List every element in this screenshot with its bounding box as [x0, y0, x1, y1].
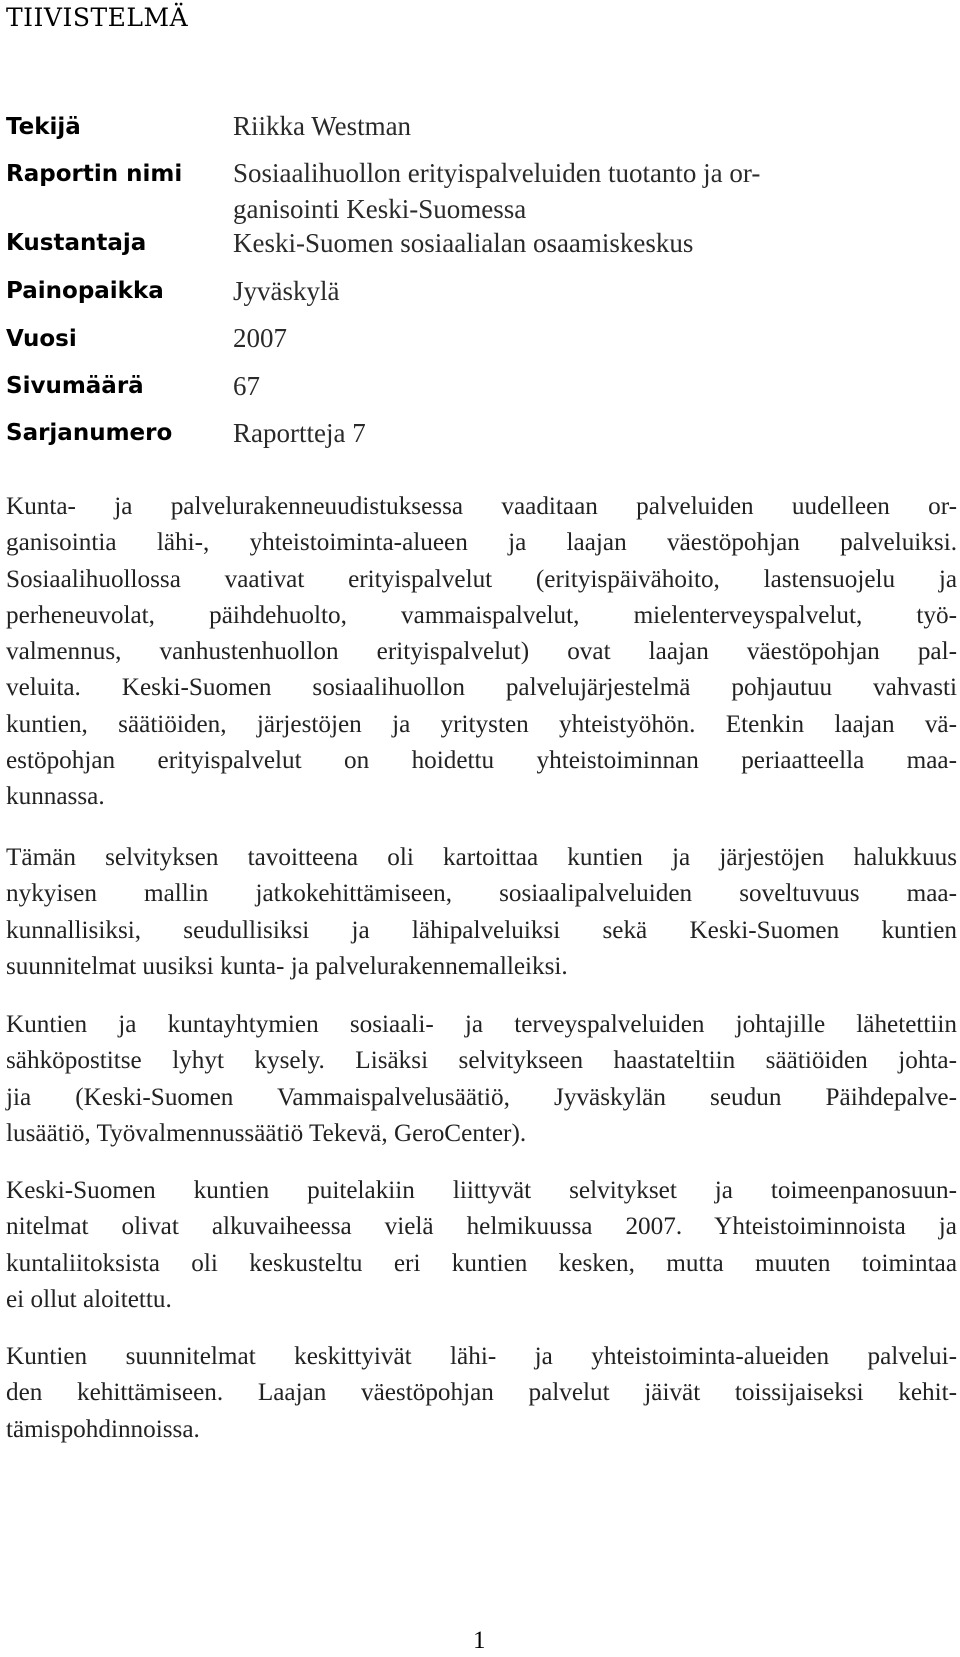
text-line: ei ollut aloitettu. [6, 1285, 172, 1313]
text-line: Kunta- ja palvelurakenneuudistuksessa vaaditaan palveluiden uudelleen or- [6, 493, 957, 520]
text-line: jia (Keski-Suomen Vammaispalvelusäätiö, Jyväskylän seudun Päihdepalve- [6, 1083, 957, 1111]
text-line: den kehittämiseen. Laajan väestöpohjan palvelut jäivät toissijaiseksi kehit- [6, 1379, 957, 1407]
metadata-label-page-count: Sivumäärä [6, 373, 144, 399]
text-line: nykyisen mallin jatkokehittämiseen, sosiaalipalveluiden soveltuvuus maa- [6, 880, 957, 908]
text-line: sähköpostitse lyhyt kysely. Lisäksi selvitykseen haastateltiin säätiöiden johta- [6, 1047, 957, 1075]
metadata-label-report-name: Raportin nimi [6, 161, 183, 187]
metadata-value-year: 2007 [233, 323, 287, 353]
text-line: Kuntien suunnitelmat keskittyivät lähi- ja yhteistoiminta-alueiden palvelui- [6, 1343, 957, 1370]
metadata-value-publisher: Keski-Suomen sosiaalialan osaamiskeskus [233, 228, 694, 258]
text-line: Kuntien ja kuntayhtymien sosiaali- ja terveyspalveluiden johtajille lähetettiin [6, 1011, 957, 1038]
text-line: veluita. Keski-Suomen sosiaalihuollon palvelujärjestelmä pohjautuu vahvasti [6, 674, 957, 702]
page-number: 1 [473, 1627, 486, 1654]
metadata-label-series-number: Sarjanumero [6, 420, 173, 446]
paragraph-3 [6, 1007, 957, 1152]
text-line: ganisointia lähi-, yhteistoiminta-alueen ja laajan väestöpohjan palveluiksi. [6, 529, 957, 557]
metadata-value-author: Riikka Westman [233, 111, 412, 141]
paragraph-5 [6, 1339, 957, 1448]
metadata-label-year: Vuosi [6, 326, 77, 352]
text-line: kuntien, säätiöiden, järjestöjen ja yritysten yhteistyöhön. Etenkin laajan vä- [6, 710, 957, 738]
text-line: kuntaliitoksista oli keskusteltu eri kuntien kesken, mutta muuten toimintaa [6, 1249, 957, 1277]
text-line: Tämän selvityksen tavoitteena oli kartoittaa kuntien ja järjestöjen halukkuus [6, 844, 957, 871]
text-line: valmennus, vanhustenhuollon erityispalvelut) ovat laajan väestöpohjan pal- [6, 638, 957, 666]
page-title: TIIVISTELMÄ [6, 3, 189, 32]
text-line: Keski-Suomen kuntien puitelakiin liittyvät selvitykset ja toimeenpanosuun- [6, 1177, 957, 1204]
paragraph-1 [6, 489, 957, 816]
text-line: tämispohdinnoissa. [6, 1415, 200, 1443]
text-line: kunnassa. [6, 783, 105, 811]
text-line: Sosiaalihuollossa vaativat erityispalvelut (erityispäivähoito, lastensuojelu ja [6, 565, 957, 593]
text-line: estöpohjan erityispalvelut on hoidettu yhteistoiminnan periaatteella maa- [6, 747, 957, 775]
metadata-label-print-place: Painopaikka [6, 278, 164, 304]
metadata-value-report-name-line-2: ganisointi Keski-Suomessa [233, 194, 527, 224]
paragraph-2 [6, 840, 957, 985]
text-line: kunnallisiksi, seudullisiksi ja lähipalveluiksi sekä Keski-Suomen kuntien [6, 916, 957, 944]
text-line: perheneuvolat, päihdehuolto, vammaispalvelut, mielenterveyspalvelut, työ- [6, 601, 957, 629]
text-line: suunnitelmat uusiksi kunta- ja palvelurakennemalleiksi. [6, 952, 568, 980]
metadata-value-report-name-line-1: Sosiaalihuollon erityispalveluiden tuotanto ja or- [233, 158, 761, 188]
metadata-value-print-place: Jyväskylä [233, 276, 340, 306]
text-line: lusäätiö, Työvalmennussäätiö Tekevä, GeroCenter). [6, 1119, 527, 1147]
metadata-label-author: Tekijä [6, 114, 81, 140]
paragraph-4 [6, 1173, 957, 1318]
text-line: nitelmat olivat alkuvaiheessa vielä helmikuussa 2007. Yhteistoiminnoista ja [6, 1213, 957, 1241]
metadata-label-publisher: Kustantaja [6, 230, 147, 256]
metadata-value-series-number: Raportteja 7 [233, 418, 366, 448]
metadata-value-page-count: 67 [233, 371, 260, 401]
